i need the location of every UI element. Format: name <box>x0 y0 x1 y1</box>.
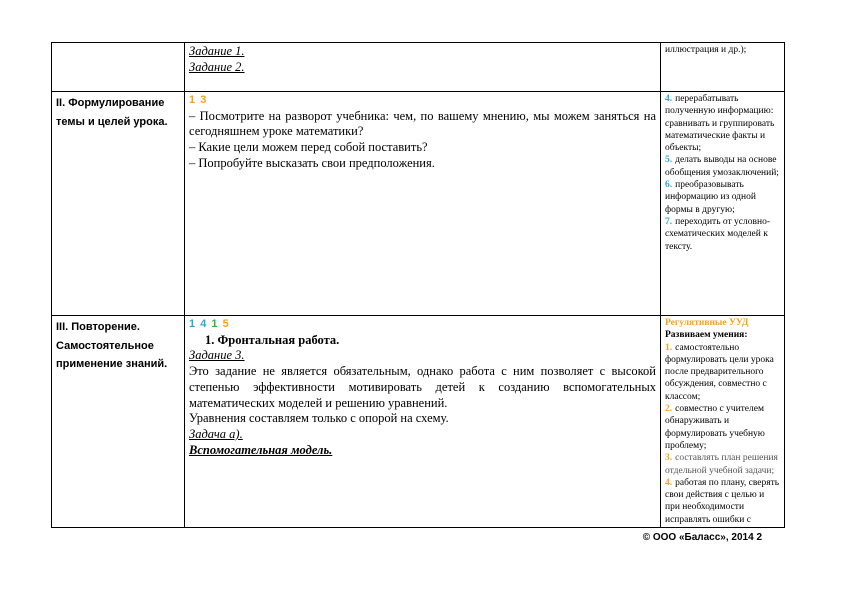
content-cell <box>184 92 660 316</box>
step-number: 4 <box>200 318 208 330</box>
task-link: Задание 1. <box>189 44 245 58</box>
lesson-table <box>51 42 785 528</box>
table-row <box>52 43 784 91</box>
paragraph: Уравнения составляем только с опорой на схему. <box>189 411 449 426</box>
uud-item: преобразовывать информацию из одной формы в другую; <box>665 180 756 215</box>
uud-item: совместно с учителем обнаруживать и формулировать учебную проблему; <box>665 404 765 451</box>
teacher-line: – Посмотрите на разворот учебника: чем, по вашему мнению, мы можем заняться на сегодняшнем уроке математики? <box>189 108 656 139</box>
uud-title: Регулятивные УУД <box>665 318 749 328</box>
table-row <box>52 315 784 527</box>
step-number: 1 <box>189 94 197 106</box>
paragraph: Это задание не является обязательным, однако работа с ним позволяет с высокой степенью эффективности мотивировать детей к созданию вспомогательных математических моделей и решению уравнений. <box>189 364 656 410</box>
model-label: Вспомогательная модель. <box>189 442 333 457</box>
uud-text: иллюстрация и др.); <box>665 45 747 55</box>
copyright-footer: © ООО «Баласс», 2014 2 <box>642 532 762 543</box>
stage-cell <box>52 316 184 527</box>
stage-cell <box>52 92 184 316</box>
item-number: 5. <box>665 155 673 166</box>
teacher-line: – Какие цели можем перед собой поставить? <box>189 140 428 155</box>
uud-item: делать выводы на основе обобщения умозаключений; <box>665 155 779 178</box>
stage-title: III. Повторение. Самостоятельное применение знаний. <box>56 321 168 370</box>
item-number: 6. <box>665 180 673 191</box>
uud-cell <box>660 92 784 316</box>
uud-item: работая по плану, сверять свои действия с целью и при необходимости исправлять ошибки с <box>665 477 780 525</box>
step-number: 3 <box>200 94 208 106</box>
item-number: 4. <box>665 94 673 104</box>
subtask-label: Задача а). <box>189 426 243 441</box>
step-number: 1 <box>211 318 219 330</box>
task-link: Задание 2. <box>189 59 245 74</box>
content-cell <box>184 316 660 527</box>
uud-item: самостоятельно формулировать цели урока после предварительного обсуждения, совместно с классом; <box>665 342 774 402</box>
table-row <box>52 91 784 316</box>
uud-cell <box>660 316 784 527</box>
uud-cell <box>660 43 784 91</box>
uud-subtitle: Развиваем умения: <box>665 330 748 341</box>
stage-title: II. Формулирование темы и целей урока. <box>56 97 168 128</box>
uud-item: составлять план решения отдельной учебной задачи; <box>665 453 778 476</box>
task-link: Задание 3. <box>189 348 245 363</box>
section-heading: 1. Фронтальная работа. <box>205 332 340 347</box>
item-number: 1. <box>665 342 673 353</box>
item-number: 4. <box>665 477 673 488</box>
teacher-line: – Попробуйте высказать свои предположения. <box>189 155 435 170</box>
content-cell <box>184 43 660 91</box>
step-number: 1 <box>189 318 197 330</box>
step-number: 5 <box>222 318 230 330</box>
uud-item: переходить от условно-схематических моделей к тексту. <box>665 216 770 252</box>
step-numbers <box>189 317 656 333</box>
uud-item: перерабатывать полученную информацию: сравнивать и группировать математические факты и объекты; <box>665 94 775 154</box>
item-number: 2. <box>665 404 673 415</box>
item-number: 7. <box>665 216 673 227</box>
step-numbers <box>189 93 656 109</box>
stage-cell <box>52 43 184 91</box>
item-number: 3. <box>665 453 673 464</box>
